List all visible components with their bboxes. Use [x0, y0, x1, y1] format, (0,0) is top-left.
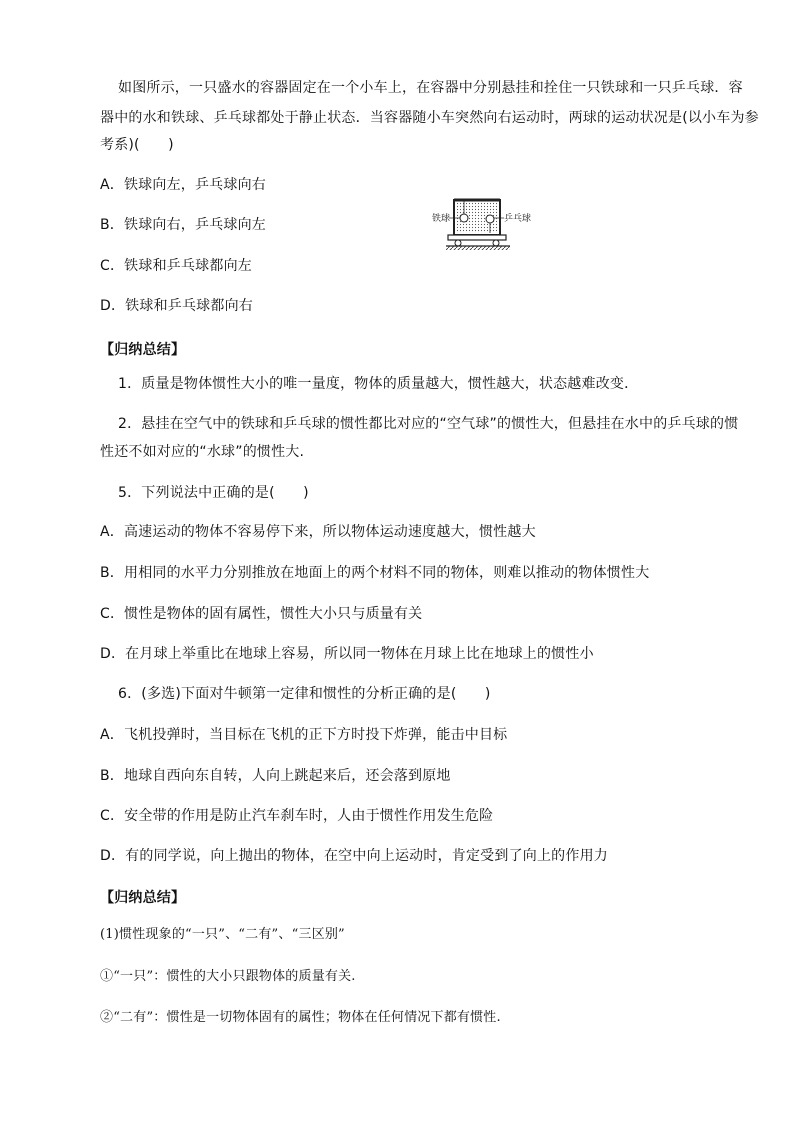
ground-hatch: [446, 246, 510, 250]
cart-container-figure: [432, 196, 542, 252]
pingpong-ball: [486, 215, 494, 223]
summary1-heading: 【归纳总结】: [100, 342, 186, 358]
summary2-item1: ①“一只”：惯性的大小只跟物体的质量有关.: [100, 969, 356, 984]
summary1-point1: 1．质量是物体惯性大小的唯一量度，物体的质量越大，惯性越大，状态越难改变．: [118, 376, 639, 392]
summary2-item0: (1)惯性现象的“一只”、“二有”、“三区别”: [100, 927, 345, 942]
q4-stem-line1: 如图所示，一只盛水的容器固定在一个小车上，在容器中分别悬挂和拴住一只铁球和一只乒乓球．容: [118, 80, 743, 96]
iron-ball: [460, 214, 468, 222]
cart-base: [448, 235, 506, 240]
q4-option-d: D．铁球和乒乓球都向右: [100, 298, 253, 314]
cart-wheel-left: [455, 240, 461, 246]
figure-label-pingpong: 乒乓球: [504, 214, 532, 224]
q6-option-c: C．安全带的作用是防止汽车刹车时，人由于惯性作用发生危险: [100, 808, 494, 824]
q6-stem: 6．(多选)下面对牛顿第一定律和惯性的分析正确的是( ): [118, 686, 491, 702]
q5-option-c: C．惯性是物体的固有属性，惯性大小只与质量有关: [100, 606, 423, 622]
figure-label-iron-ball: 铁球: [432, 214, 451, 224]
summary1-point2-line2: 性还不如对应的“水球”的惯性大.: [100, 444, 305, 460]
q5-option-b: B．用相同的水平力分别推放在地面上的两个材料不同的物体，则难以推动的物体惯性大: [100, 565, 650, 581]
q4-option-b: B．铁球向右，乒乓球向左: [100, 217, 267, 233]
q6-option-a: A．飞机投弹时，当目标在飞机的正下方时投下炸弹，能击中目标: [100, 727, 508, 743]
summary2-heading: 【归纳总结】: [100, 890, 186, 906]
q4-stem-line2: 器中的水和铁球、乒乓球都处于静止状态．当容器随小车突然向右运动时，两球的运动状况是(以小车为参: [100, 110, 759, 126]
summary1-point2-line1: 2．悬挂在空气中的铁球和乒乓球的惯性都比对应的“空气球”的惯性大，但悬挂在水中的乒乓球的惯: [118, 416, 739, 432]
q5-option-a: A．高速运动的物体不容易停下来，所以物体运动速度越大，惯性越大: [100, 524, 536, 540]
q4-stem-line3: 考系)( ): [100, 137, 174, 153]
q5-stem: 5．下列说法中正确的是( ): [118, 485, 309, 501]
q5-option-d: D．在月球上举重比在地球上容易，所以同一物体在月球上比在地球上的惯性小: [100, 646, 594, 662]
q6-option-d: D．有的同学说，向上抛出的物体，在空中向上运动时，肯定受到了向上的作用力: [100, 848, 608, 864]
q6-option-b: B．地球自西向东自转，人向上跳起来后，还会落到原地: [100, 768, 451, 784]
q4-option-c: C．铁球和乒乓球都向左: [100, 258, 252, 274]
summary2-item2: ②“二有”：惯性是一切物体固有的属性；物体在任何情况下都有惯性.: [100, 1010, 501, 1025]
cart-wheel-right: [493, 240, 499, 246]
q4-option-a: A．铁球向左，乒乓球向右: [100, 177, 266, 193]
